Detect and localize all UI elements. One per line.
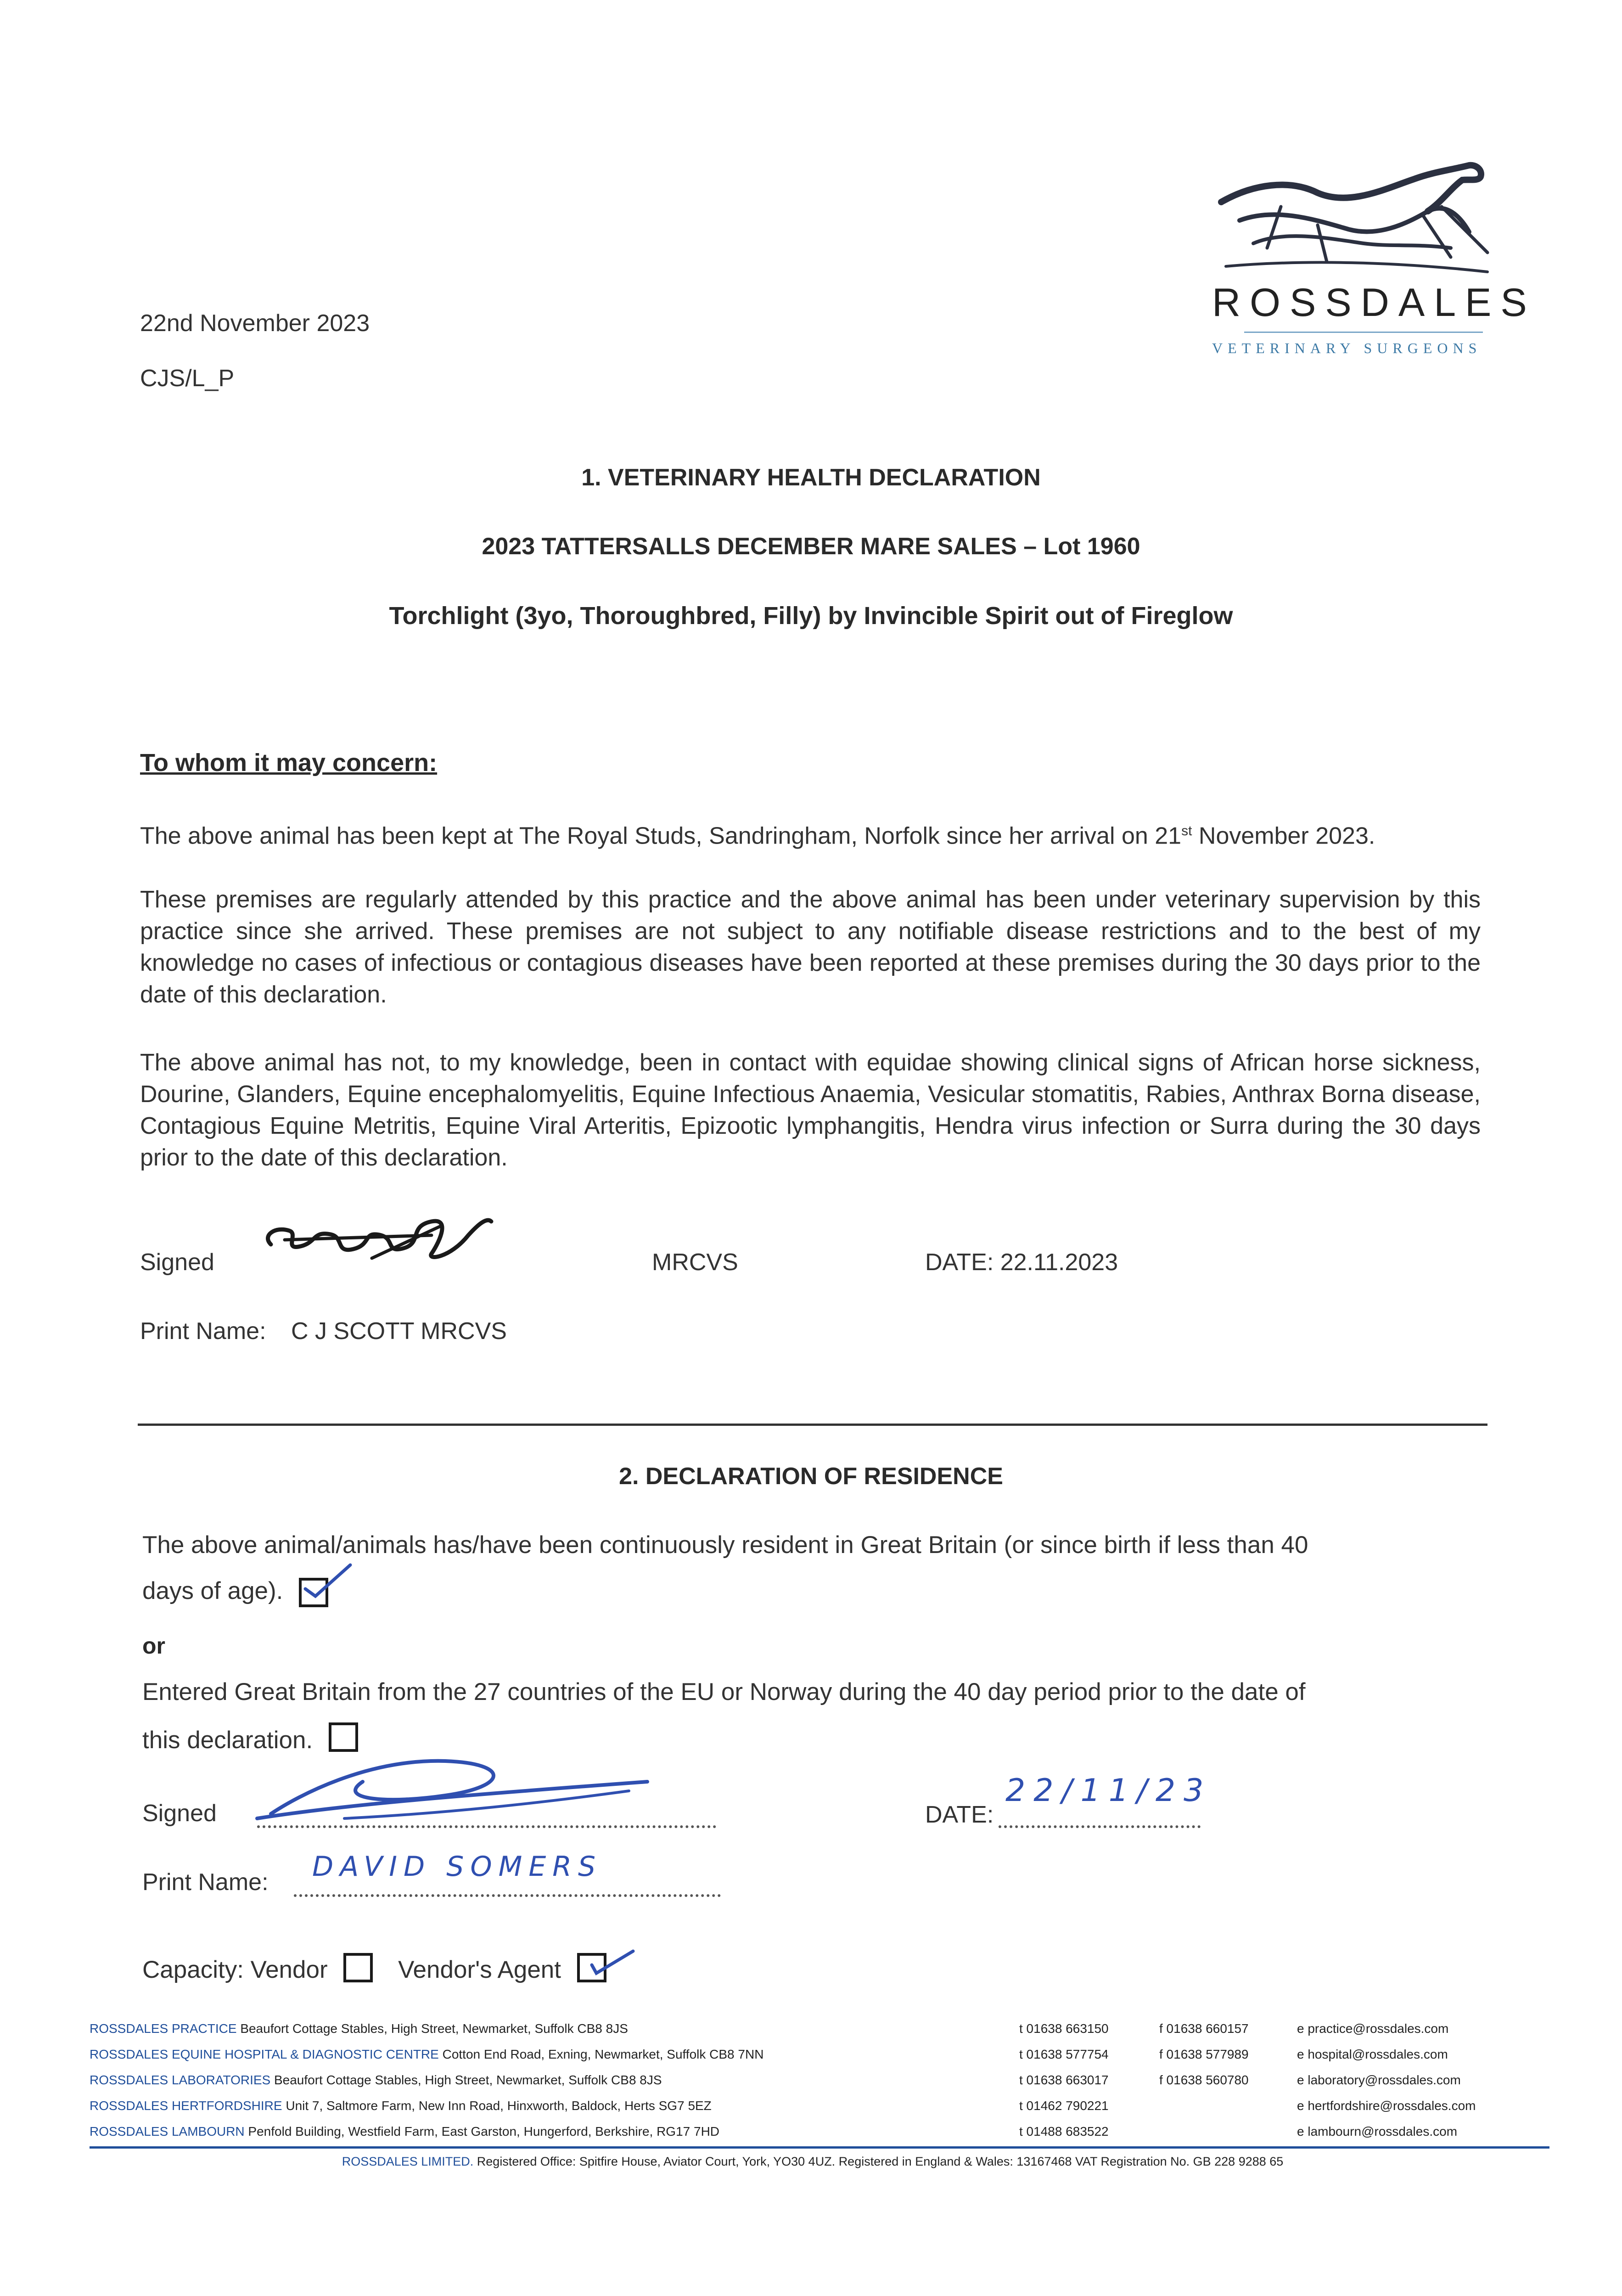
office-address: Unit 7, Saltmore Farm, New Inn Road, Hinxworth, Baldock, Herts SG7 5EZ	[286, 2099, 712, 2113]
paragraph-1-sup: st	[1181, 823, 1192, 838]
vendor-checkbox[interactable]	[343, 1953, 373, 1982]
office-address: Penfold Building, Westfield Farm, East Garston, Hungerford, Berkshire, RG17 7HD	[248, 2124, 720, 2138]
section1-signed-label: Signed	[140, 1249, 214, 1276]
horse-logo-icon	[1212, 152, 1497, 289]
vendor-agent-checkbox[interactable]	[577, 1953, 606, 1982]
entered-gb-checkbox[interactable]	[329, 1722, 358, 1752]
footer-office-3	[90, 2093, 1536, 2119]
section1-heading: 1. VETERINARY HEALTH DECLARATION	[581, 464, 1041, 491]
office-fax: f 01638 577989	[1159, 2047, 1249, 2061]
paragraph-1-text: The above animal has been kept at The Royal Studs, Sandringham, Norfolk since her arrival on 21	[140, 822, 1182, 850]
footer-registered	[90, 2149, 1536, 2174]
mrcvs-label: MRCVS	[652, 1249, 738, 1276]
letter-date: 22nd November 2023	[140, 310, 370, 337]
section1-print-name-value: C J SCOTT MRCVS	[291, 1318, 507, 1345]
brand-name: ROSSDALES	[1212, 281, 1536, 325]
office-phone: t 01638 577754	[1019, 2047, 1109, 2061]
office-address: Beaufort Cottage Stables, High Street, Newmarket, Suffolk CB8 8JS	[274, 2073, 662, 2087]
paragraph-3: The above animal has not, to my knowledge, been in contact with equidae showing clinical signs of African horse sickness, Dourine, Glanders, Equine encephalomyelitis, Equine Infectious Anaemia, Vesicular stomatitis, Rabies, Anthrax Borna disease, Contagious Equine Metritis, Equine Viral Arteritis, Epizootic lymphangitis, Hendra virus infection or Surra during the 30 days prior to the date of this declaration.	[140, 1049, 1481, 1171]
office-name: ROSSDALES EQUINE HOSPITAL & DIAGNOSTIC CENTRE	[90, 2047, 439, 2061]
section2-print-name-label: Print Name:	[142, 1869, 269, 1896]
brand-divider	[1244, 332, 1483, 333]
section2-print-name-value: DAVID SOMERS	[312, 1851, 602, 1883]
footer-office-0	[90, 2016, 1536, 2042]
registered-name: ROSSDALES LIMITED.	[342, 2155, 474, 2168]
option1-line1: The above animal/animals has/have been continuously resident in Great Britain (or since birth if less than 40	[142, 1531, 1308, 1559]
office-email[interactable]: e hospital@rossdales.com	[1297, 2047, 1448, 2061]
footer	[90, 2016, 1536, 2174]
signature-loop-icon	[253, 1750, 657, 1832]
paragraph-1	[140, 815, 1481, 852]
office-email[interactable]: e lambourn@rossdales.com	[1297, 2124, 1458, 2138]
office-fax: f 01638 560780	[1159, 2073, 1249, 2087]
horse-title: Torchlight (3yo, Thoroughbred, Filly) by Invincible Spirit out of Fireglow	[389, 602, 1233, 630]
option1-line2	[142, 1575, 328, 1607]
office-name: ROSSDALES LAMBOURN	[90, 2124, 245, 2138]
option2-line1: Entered Great Britain from the 27 countries of the EU or Norway during the 40 day period prior to the date of	[142, 1678, 1306, 1705]
footer-office-4	[90, 2119, 1536, 2144]
option2-line2-text: this declaration.	[142, 1727, 313, 1754]
office-phone: t 01488 683522	[1019, 2124, 1109, 2138]
office-fax: f 01638 660157	[1159, 2021, 1249, 2036]
tick-mark-icon	[300, 1562, 355, 1604]
section-divider	[138, 1424, 1487, 1426]
sale-title: 2023 TATTERSALLS DECEMBER MARE SALES – Lot 1960	[482, 533, 1140, 560]
section2-signed-label: Signed	[142, 1800, 217, 1827]
signature-scribble-icon	[257, 1208, 496, 1272]
office-name: ROSSDALES HERTFORDSHIRE	[90, 2099, 282, 2113]
section2-date-value: 22/11/23	[1005, 1773, 1212, 1809]
capacity-vendor-label: Capacity: Vendor	[142, 1956, 328, 1983]
office-email[interactable]: e hertfordshire@rossdales.com	[1297, 2099, 1476, 2113]
section1-date: DATE: 22.11.2023	[925, 1249, 1118, 1276]
office-email[interactable]: e laboratory@rossdales.com	[1297, 2073, 1461, 2087]
section1-signature	[257, 1208, 496, 1272]
residence-checkbox[interactable]	[299, 1578, 328, 1607]
office-phone: t 01638 663150	[1019, 2021, 1109, 2036]
or-label: or	[142, 1633, 165, 1659]
registered-text: Registered Office: Spitfire House, Aviator Court, York, YO30 4UZ. Registered in England & Wales: 13167468 VAT Registration No. GB 228 9288 65	[477, 2155, 1284, 2168]
footer-office-2	[90, 2067, 1536, 2093]
section2-signature	[253, 1750, 657, 1832]
date-dots	[999, 1807, 1201, 1828]
section2-date-label: DATE:	[925, 1801, 994, 1828]
brand-tagline: VETERINARY SURGEONS	[1212, 340, 1482, 356]
option1-line2-text: days of age).	[142, 1577, 283, 1604]
capacity-row	[142, 1954, 606, 1986]
vendor-agent-label: Vendor's Agent	[398, 1956, 561, 1983]
footer-office-1	[90, 2042, 1536, 2067]
letterhead-logo	[1189, 152, 1536, 367]
letter-reference: CJS/L_P	[140, 365, 235, 392]
agent-tick-icon	[578, 1937, 638, 1979]
section2-heading: 2. DECLARATION OF RESIDENCE	[619, 1463, 1003, 1490]
office-phone: t 01638 663017	[1019, 2073, 1109, 2087]
office-email[interactable]: e practice@rossdales.com	[1297, 2021, 1449, 2036]
paragraph-2: These premises are regularly attended by this practice and the above animal has been under veterinary supervision by this practice since she arrived. These premises are not subject to any notifiable disease restrictions and to the best of my knowledge no cases of infectious or contagious diseases have been reported at these premises during the 30 days prior to the date of this declaration.	[140, 886, 1481, 1008]
office-name: ROSSDALES PRACTICE	[90, 2021, 237, 2036]
section1-print-name	[140, 1316, 507, 1347]
paragraph-1-end: November 2023.	[1192, 822, 1375, 850]
office-address: Beaufort Cottage Stables, High Street, Newmarket, Suffolk CB8 8JS	[240, 2021, 628, 2036]
office-phone: t 01462 790221	[1019, 2099, 1109, 2113]
office-name: ROSSDALES LABORATORIES	[90, 2073, 271, 2087]
section1-print-name-label: Print Name:	[140, 1318, 266, 1345]
salutation: To whom it may concern:	[140, 749, 438, 777]
office-address: Cotton End Road, Exning, Newmarket, Suffolk CB8 7NN	[442, 2047, 764, 2061]
section2-date-dots	[999, 1807, 1201, 1830]
